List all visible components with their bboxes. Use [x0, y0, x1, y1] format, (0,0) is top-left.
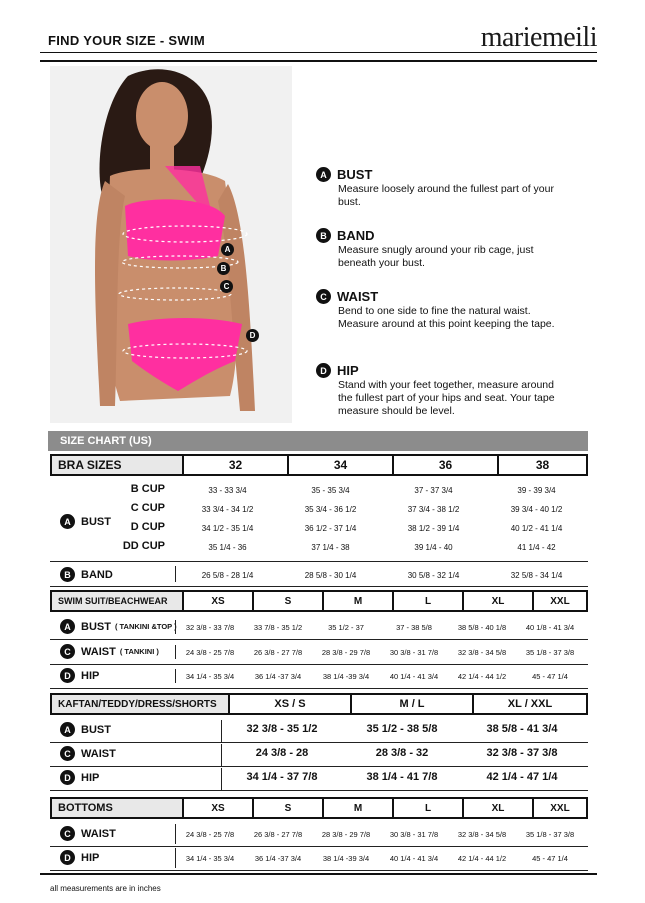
swim-value: 32 3/8 - 34 5/8	[457, 648, 507, 657]
swim-value: 36 1/4 -37 3/4	[254, 672, 302, 681]
kaftan-header: KAFTAN/TEDDY/DRESS/SHORTS XS / S M / L XL / XXL	[50, 693, 588, 715]
bottoms-value: 32 3/8 - 34 5/8	[457, 830, 507, 839]
footer-rule	[40, 873, 597, 875]
divider	[50, 790, 588, 791]
kaftan-value: 32 3/8 - 37 3/8	[486, 747, 558, 759]
bottoms-value: 35 1/8 - 37 3/8	[525, 830, 575, 839]
cup-value: 38 1/2 - 39 1/4	[407, 524, 460, 533]
cup-value: 39 3/4 - 40 1/2	[510, 505, 563, 514]
swim-value: 26 3/8 - 27 7/8	[253, 648, 303, 657]
letter-c-icon: C	[316, 289, 331, 304]
bra-header: BRA SIZES 32 34 36 38	[50, 454, 588, 476]
kaftan-row-label	[60, 770, 99, 785]
bottoms-value: 34 1/4 - 35 3/4	[185, 854, 235, 863]
bra-band-label: B BAND	[60, 567, 113, 582]
bottoms-value: 40 1/4 - 41 3/4	[389, 854, 439, 863]
swim-value: 45 - 47 1/4	[532, 672, 568, 681]
cup-value: 37 3/4 - 38 1/2	[407, 505, 460, 514]
cup-value: 33 3/4 - 34 1/2	[201, 505, 254, 514]
cup-value: 37 - 37 3/4	[414, 486, 453, 495]
guide-band: B BAND Measure snugly around your rib cage, just beneath your bust.	[316, 228, 566, 270]
bottoms-value: 24 3/8 - 25 7/8	[185, 830, 235, 839]
model-illustration	[50, 66, 292, 423]
divider	[50, 586, 588, 587]
swim-value: 24 3/8 - 25 7/8	[185, 648, 235, 657]
bottoms-header: BOTTOMS XS S M L XL XXL	[50, 797, 588, 819]
bottoms-value: 26 3/8 - 27 7/8	[253, 830, 303, 839]
bottoms-value: 30 3/8 - 31 7/8	[389, 830, 439, 839]
swim-value: 42 1/4 - 44 1/2	[457, 672, 507, 681]
swim-value: 40 1/4 - 41 3/4	[389, 672, 439, 681]
cup-label: D CUP	[130, 521, 165, 533]
swim-value: 37 - 38 5/8	[396, 623, 432, 632]
divider	[50, 846, 588, 847]
cup-value: 39 - 39 3/4	[517, 486, 556, 495]
cup-value: 41 1/4 - 42	[517, 543, 556, 552]
divider	[50, 870, 588, 871]
swim-value: 34 1/4 - 35 3/4	[185, 672, 235, 681]
letter-icon: A	[60, 722, 75, 737]
bottoms-row-label	[60, 850, 99, 865]
letter-d-icon: D	[316, 363, 331, 378]
band-value: 26 5/8 - 28 1/4	[201, 571, 254, 580]
kaftan-value: 42 1/4 - 47 1/4	[486, 771, 558, 783]
cup-value: 35 1/4 - 36	[208, 543, 247, 552]
bottoms-value: 28 3/8 - 29 7/8	[321, 830, 371, 839]
swim-value: 28 3/8 - 29 7/8	[321, 648, 371, 657]
kaftan-value: 38 5/8 - 41 3/4	[486, 723, 558, 735]
swim-value: 32 3/8 - 33 7/8	[185, 623, 235, 632]
letter-icon: A	[60, 619, 75, 634]
row-label-text: HIP	[81, 669, 100, 682]
row-label-text: BUST	[81, 723, 111, 736]
brand-logo: mariemeili	[480, 22, 597, 53]
kaftan-value: 24 3/8 - 28	[255, 747, 309, 759]
letter-icon: C	[60, 746, 75, 761]
divider	[50, 664, 588, 665]
cup-value: 37 1/4 - 38	[311, 543, 350, 552]
swim-value: 33 7/8 - 35 1/2	[253, 623, 303, 632]
swim-value: 35 1/2 - 37	[328, 623, 364, 632]
swim-value: 40 1/8 - 41 3/4	[525, 623, 575, 632]
kaftan-value: 35 1/2 - 38 5/8	[366, 723, 438, 735]
row-label-text: WAIST	[81, 747, 116, 760]
band-value: 32 5/8 - 34 1/4	[510, 571, 563, 580]
swim-value: 35 1/8 - 37 3/8	[525, 648, 575, 657]
letter-icon: C	[60, 644, 75, 659]
swim-row-label	[60, 644, 159, 659]
footnote: all measurements are in inches	[50, 884, 161, 893]
divider	[50, 742, 588, 743]
model-photo	[50, 66, 292, 423]
photo-marker-b: B	[217, 258, 234, 276]
cup-value: 40 1/2 - 41 1/4	[510, 524, 563, 533]
row-note: ( TANKINI )	[119, 647, 159, 656]
divider	[50, 639, 588, 640]
cup-label: C CUP	[130, 502, 165, 514]
row-label-text: HIP	[81, 771, 100, 784]
kaftan-value: 34 1/4 - 37 7/8	[246, 771, 318, 783]
kaftan-row-label	[60, 746, 116, 761]
cup-value: 34 1/2 - 35 1/4	[201, 524, 254, 533]
bra-bust-label: A BUST	[60, 514, 111, 529]
swim-value: 38 5/8 - 40 1/8	[457, 623, 507, 632]
guide-bust: A BUST Measure loosely around the fullest part of your bust.	[316, 167, 566, 209]
photo-marker-a: A	[221, 239, 238, 257]
kaftan-value: 32 3/8 - 35 1/2	[246, 723, 318, 735]
cup-value: 35 3/4 - 36 1/2	[304, 505, 357, 514]
band-value: 28 5/8 - 30 1/4	[304, 571, 357, 580]
divider	[50, 766, 588, 767]
swim-header: SWIM SUIT/BEACHWEAR XS S M L XL XXL	[50, 590, 588, 612]
letter-icon: D	[60, 668, 75, 683]
letter-a-icon: A	[316, 167, 331, 182]
bottoms-value: 38 1/4 -39 3/4	[322, 854, 370, 863]
swim-row-label	[60, 668, 103, 683]
bottoms-value: 42 1/4 - 44 1/2	[457, 854, 507, 863]
header-rule-thick	[40, 60, 597, 62]
photo-marker-c: C	[220, 276, 237, 294]
band-value: 30 5/8 - 32 1/4	[407, 571, 460, 580]
letter-icon: D	[60, 770, 75, 785]
size-chart-banner: SIZE CHART (US)	[48, 431, 588, 451]
row-label-text: HIP	[81, 851, 100, 864]
divider	[50, 561, 588, 562]
bottoms-value: 45 - 47 1/4	[532, 854, 568, 863]
header-rule	[40, 52, 597, 53]
cup-value: 36 1/2 - 37 1/4	[304, 524, 357, 533]
photo-marker-d: D	[246, 325, 263, 343]
row-label-text: BUST	[81, 620, 111, 633]
letter-icon: D	[60, 850, 75, 865]
bottoms-row-label	[60, 826, 116, 841]
cup-value: 39 1/4 - 40	[414, 543, 453, 552]
kaftan-value: 38 1/4 - 41 7/8	[366, 771, 438, 783]
letter-icon: C	[60, 826, 75, 841]
divider	[50, 688, 588, 689]
row-label-text: WAIST	[81, 827, 116, 840]
cup-value: 33 - 33 3/4	[208, 486, 247, 495]
cup-value: 35 - 35 3/4	[311, 486, 350, 495]
letter-b-icon: B	[316, 228, 331, 243]
swim-value: 38 1/4 -39 3/4	[322, 672, 370, 681]
cup-label: B CUP	[130, 483, 165, 495]
row-label-text: WAIST	[81, 645, 116, 658]
swim-value: 30 3/8 - 31 7/8	[389, 648, 439, 657]
cup-label: DD CUP	[122, 540, 165, 552]
guide-hip: D HIP Stand with your feet together, measure around the fullest part of your hips and seat. Your tape measure should be level.	[316, 363, 566, 418]
kaftan-value: 28 3/8 - 32	[375, 747, 429, 759]
guide-waist: C WAIST Bend to one side to fine the natural waist. Measure around at this point keeping the tape.	[316, 289, 566, 331]
page-title: FIND YOUR SIZE - SWIM	[48, 33, 206, 48]
kaftan-row-label	[60, 722, 111, 737]
bottoms-value: 36 1/4 -37 3/4	[254, 854, 302, 863]
row-note: ( TANKINI &TOP )	[114, 622, 177, 631]
swim-row-label	[60, 619, 177, 634]
